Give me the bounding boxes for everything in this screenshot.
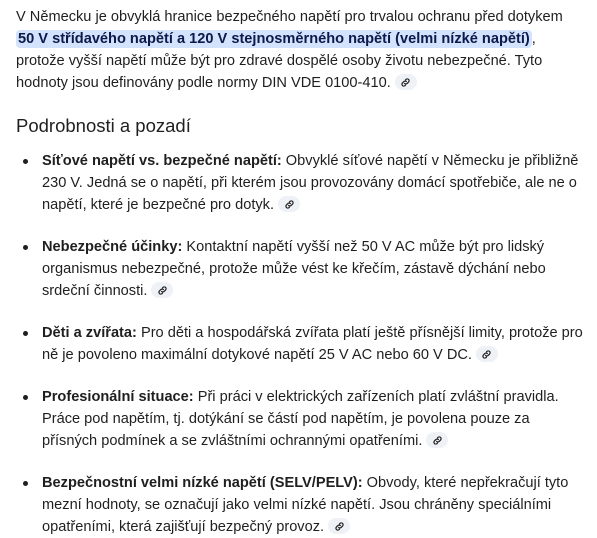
list-item-text: Kontaktní napětí vyšší než 50 V AC může být pro lidský organismus nebezpečné, protože může vést ke křečím, zástavě dýchání nebo srdeční činnosti. [42,239,546,299]
source-link-chip[interactable] [395,74,417,90]
source-link-chip[interactable] [328,518,350,534]
link-icon [400,77,411,88]
highlighted-answer: 50 V střídavého napětí a 120 V stejnosměrného napětí (velmi nízké napětí) [18,31,530,47]
section-heading: Podrobnosti a pozadí [16,115,191,136]
list-item-text: Při práci v elektrických zařízeních platí zvláštní pravidla. Práce pod napětím, tj. dotýkání se částí pod napětím, je povolena pouze za přísných podmínek a se zvláštními ochrannými opatřeními. [42,389,559,449]
list-item-title: Bezpečnostní velmi nízké napětí (SELV/PELV): [42,475,363,491]
list-item-title: Profesionální situace: [42,389,194,405]
intro-text-before: V Německu je obvyklá hranice bezpečného napětí pro trvalou ochranu před dotykem [16,9,563,25]
list-item-text: Obvyklé síťové napětí v Německu je přibližně 230 V. Jedná se o napětí, při kterém jsou provozovány domácí spotřebiče, ale ne o napětí, které je bezpečné pro dotyk. [42,153,579,213]
link-icon [157,285,168,296]
link-icon [481,349,492,360]
source-link-chip[interactable] [476,346,498,362]
source-link-chip[interactable] [151,282,173,298]
source-link-chip[interactable] [278,196,300,212]
list-item-text: Obvody, které nepřekračují tyto mezní hodnoty, se označují jako velmi nízké napětí. Jsou chráněny speciálními opatřeními, která zajišťují bezpečný provoz. [42,475,569,535]
list-item-title: Nebezpečné účinky: [42,239,183,255]
list-item [42,150,585,216]
list-item [42,386,585,452]
link-icon [432,435,443,446]
intro-paragraph [16,6,585,94]
list-item [42,236,585,302]
list-item-title: Síťové napětí vs. bezpečné napětí: [42,153,282,169]
details-list [16,150,585,538]
source-link-chip[interactable] [426,432,448,448]
list-item [42,472,585,538]
list-item-title: Děti a zvířata: [42,325,137,341]
list-item [42,322,585,366]
link-icon [284,199,295,210]
list-item-text: Pro děti a hospodářská zvířata platí ještě přísnější limity, protože pro ně je povoleno maximální dotykové napětí 25 V AC nebo 60 V DC. [42,325,583,363]
intro-text-after: , protože vyšší napětí může být pro zdravé dospělé osoby životu nebezpečné. Tyto hodnoty jsou definovány podle normy DIN VDE 0100-410. [16,31,543,91]
link-icon [334,521,345,532]
